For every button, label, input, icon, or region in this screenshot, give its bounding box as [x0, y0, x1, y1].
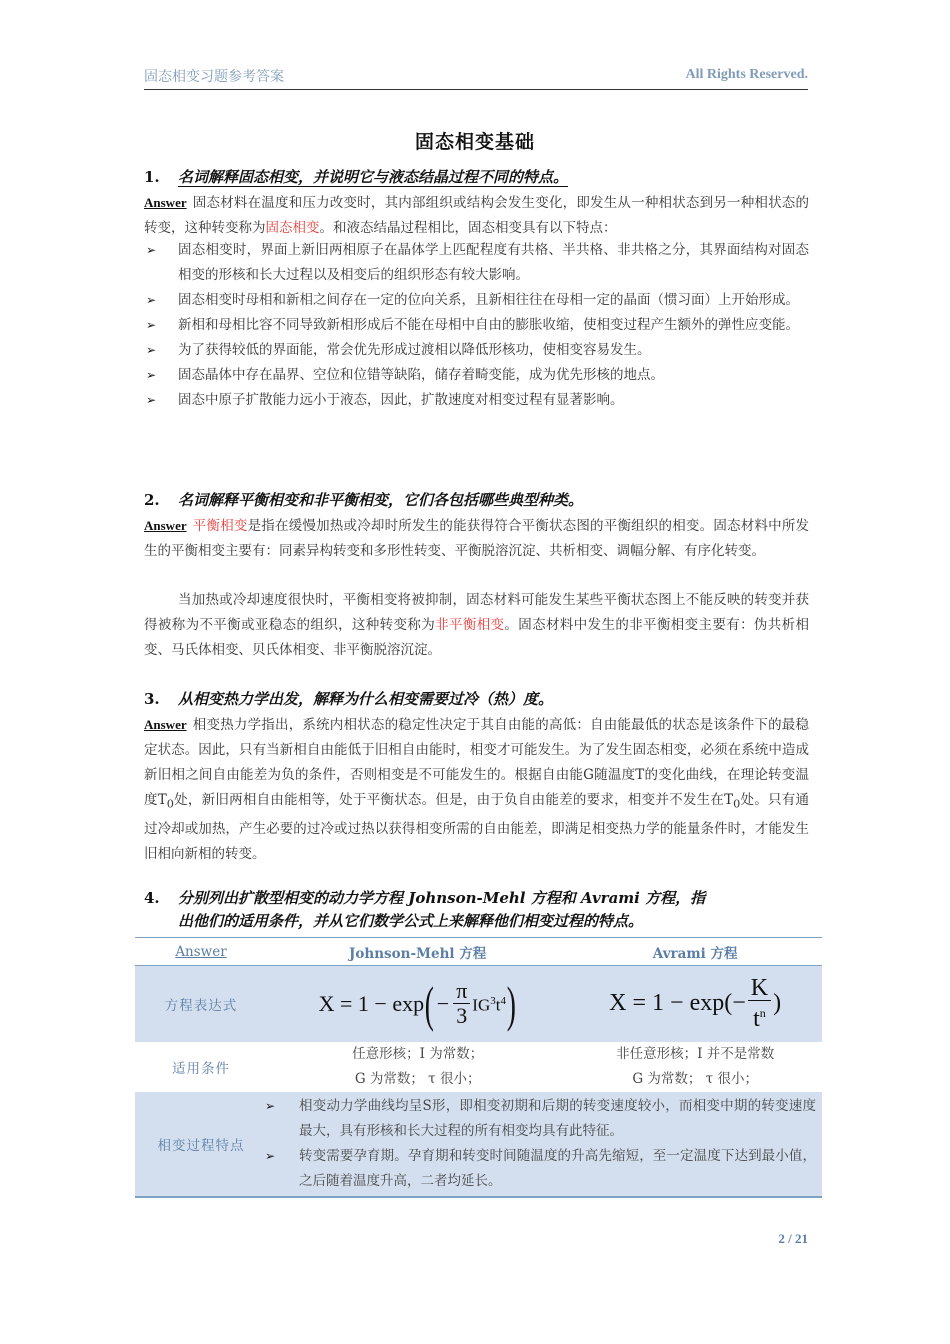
list-item: ➢ 固态相变时，界面上新旧两相原子在晶体学上匹配程度有共格、半共格、非共格之分，其界面结构对固态相变的形核和长大过程以及相变后的组织形态有较大影响。	[144, 238, 809, 288]
bullet-list-1	[144, 238, 809, 413]
table-header-avrami: Avrami 方程	[568, 938, 822, 966]
answer-text: 相变热力学指出，系统内相状态的稳定性决定于其自由能的高低：自由能最低的状态是该条件下的最稳定状态。因此，只有当新相自由能低于旧相自由能时，相变才可能发生。为了发生固态相变，必须在系统中造成新旧相之间自由能差为负的条件，否则相变是不可能发生的。根据自由能G随温度T的变化曲线，在理论转变温度T	[144, 717, 809, 808]
johnson-mehl-equation: X = 1 − exp ( − $\frac{\pi}{3}$ $IG^3t^4$ )	[267, 966, 568, 1042]
arrow-bullet-icon: ➢	[146, 393, 157, 407]
table-row	[135, 1042, 822, 1092]
section-title: 固态相变基础	[414, 131, 535, 153]
arrow-bullet-icon: ➢	[265, 1098, 276, 1113]
answer-2-paragraph-2	[144, 588, 809, 663]
question-3	[144, 688, 809, 711]
list-item: ➢ 相变动力学曲线均呈S形，即相变初期和后期的转变速度较小，而相变中期的转变速度最大，具有形核和长大过程的所有相变均具有此特征。	[267, 1094, 822, 1144]
row-label: 相变过程特点	[135, 1092, 267, 1197]
subscript: 0	[166, 797, 174, 811]
answer-label: Answer	[144, 518, 187, 533]
list-item: ➢ 转变需要孕育期。孕育期和转变时间随温度的升高先缩短，至一定温度下达到最小值，之后随着温度升高，二者均延长。	[267, 1144, 822, 1194]
header-rights: All Rights Reserved.	[685, 67, 808, 82]
header-title: 固态相变习题参考答案	[144, 69, 284, 85]
table-header-answer: Answer	[135, 938, 267, 966]
arrow-bullet-icon: ➢	[265, 1148, 276, 1163]
subscript: 0	[733, 797, 741, 811]
arrow-bullet-icon: ➢	[146, 368, 157, 382]
question-text: 从相变热力学出发，解释为什么相变需要过冷（热）度。	[178, 690, 554, 708]
question-2	[144, 489, 809, 512]
key-term: 平衡相变	[192, 518, 248, 534]
answer-3	[144, 712, 809, 867]
row-label: 方程表达式	[135, 966, 267, 1042]
list-item: ➢ 新相和母相比容不同导致新相形成后不能在母相中自由的膨胀收缩，使相变过程产生额外的弹性应变能。	[144, 313, 809, 338]
answer-2	[144, 513, 809, 564]
question-4	[144, 887, 809, 933]
answer-text: 。固态材料中发生的非平衡相变主要有：伪共析相变、马氏体相变、贝氏体相变、非平衡脱溶沉淀。	[144, 617, 810, 658]
page-number: 2 / 21	[778, 1231, 808, 1246]
arrow-bullet-icon: ➢	[146, 243, 157, 257]
johnson-mehl-conditions: 任意形核；I 为常数； G 为常数； τ 很小；	[267, 1042, 568, 1092]
avrami-equation: X = 1 − exp(− $\frac{K}{t^n}$ )	[568, 966, 822, 1042]
answer-text: 处。只有通过冷却或加热，产生必要的过冷或过热以获得相变所需的自由能差，即满足相变热力学的能量条件时，才能发生旧相向新相的转变。	[144, 792, 810, 862]
question-number: 4.	[144, 889, 160, 907]
question-number: 1.	[144, 168, 160, 186]
arrow-bullet-icon: ➢	[146, 318, 157, 332]
transformation-features	[267, 1092, 822, 1197]
key-term: 固态相变	[265, 220, 320, 236]
page-header	[144, 66, 808, 90]
arrow-bullet-icon: ➢	[146, 343, 157, 357]
question-1	[144, 166, 809, 189]
question-text: 分别列出扩散型相变的动力学方程 Johnson-Mehl 方程和 Avrami 方程，指 出他们的适用条件，并从它们数学公式上来解释他们相变过程的特点。	[178, 889, 706, 930]
question-number: 2.	[144, 491, 160, 509]
answer-label: Answer	[144, 195, 187, 210]
table-header-johnson-mehl: Johnson-Mehl 方程	[267, 938, 568, 966]
question-text: 名词解释平衡相变和非平衡相变，它们各包括哪些典型种类。	[178, 491, 584, 509]
question-number: 3.	[144, 690, 160, 708]
answer-1	[144, 190, 809, 241]
equations-table	[135, 937, 822, 1198]
list-item: ➢ 固态相变时母相和新相之间存在一定的位向关系，且新相往往在母相一定的晶面（惯习面）上开始形成。	[144, 288, 809, 313]
row-label: 适用条件	[135, 1042, 267, 1092]
list-item: ➢ 固态晶体中存在晶界、空位和位错等缺陷，储存着畸变能，成为优先形核的地点。	[144, 363, 809, 388]
avrami-conditions: 非任意形核；I 并不是常数 G 为常数； τ 很小；	[568, 1042, 822, 1092]
answer-text: 。和液态结晶过程相比，固态相变具有以下特点：	[319, 220, 617, 236]
answer-text: 处，新旧两相自由能相等，处于平衡状态。但是，由于负自由能差的要求，相变并不发生在T	[173, 792, 734, 808]
list-item: ➢ 固态中原子扩散能力远小于液态，因此，扩散速度对相变过程有显著影响。	[144, 388, 809, 413]
table-row	[135, 966, 822, 1042]
answer-text: 当加热或冷却速度很快时，平衡相变将被抑制，固态材料可能发生某些平衡状态图上不能反映的转变并获得被称为不平衡或亚稳态的组织，这种转变称为	[144, 592, 809, 633]
answer-label: Answer	[144, 717, 187, 732]
answer-text: 固态材料在温度和压力改变时，其内部组织或结构会发生变化，即发生从一种相状态到另一种相状态的转变，这种转变称为	[144, 195, 809, 236]
key-term: 非平衡相变	[435, 617, 505, 633]
arrow-bullet-icon: ➢	[146, 293, 157, 307]
table-row	[135, 1092, 822, 1197]
answer-text: 是指在缓慢加热或冷却时所发生的能获得符合平衡状态图的平衡组织的相变。固态材料中所发生的平衡相变主要有：同素异构转变和多形性转变、平衡脱溶沉淀、共析相变、调幅分解、有序化转变。	[144, 518, 810, 559]
list-item: ➢ 为了获得较低的界面能，常会优先形成过渡相以降低形核功，使相变容易发生。	[144, 338, 809, 363]
question-text: 名词解释固态相变，并说明它与液态结晶过程不同的特点。	[178, 168, 569, 186]
